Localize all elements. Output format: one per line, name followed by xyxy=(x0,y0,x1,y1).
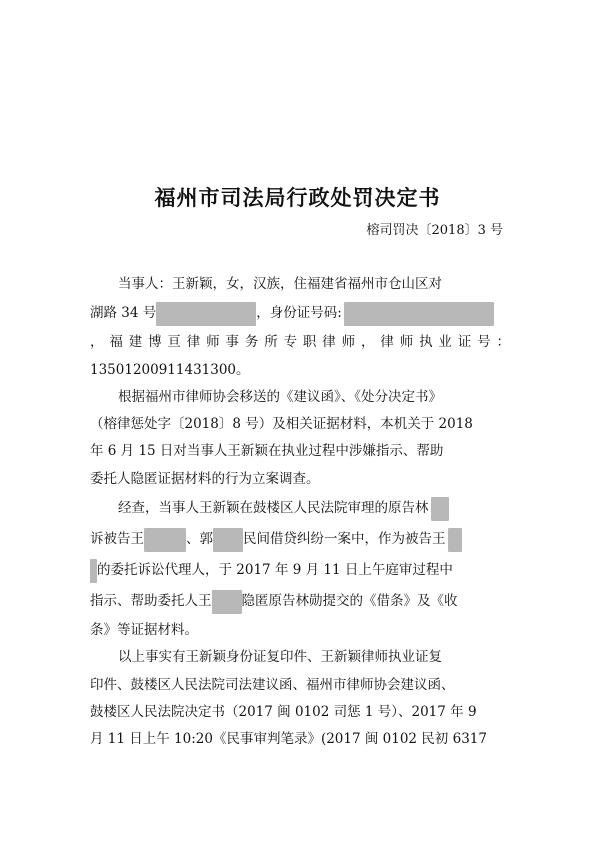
redaction-block xyxy=(448,528,462,552)
text-line: 当事人：王新颖，女，汉族，住福建省福州市仓山区对 xyxy=(118,276,442,292)
document-number: 榕司罚决〔2018〕3 号 xyxy=(366,223,503,238)
text-fragment: 湖路 34 号 xyxy=(90,305,157,322)
text-line xyxy=(90,524,510,555)
document-title: 福州市司法局行政处罚决定书 xyxy=(154,185,441,210)
text-line: 以上事实有王新颖身份证复印件、王新颖律师执业证复 xyxy=(118,649,442,666)
redaction-block xyxy=(144,528,186,552)
redaction-block xyxy=(344,302,494,326)
text-line xyxy=(90,586,510,617)
paragraph-party-info xyxy=(90,271,510,384)
paragraph-case-basis xyxy=(90,384,510,493)
text-line: 条》等证据材料。 xyxy=(90,622,198,639)
text-line: 年 6 月 15 日对当事人王新颖在执业过程中涉嫌指示、帮助 xyxy=(90,443,444,460)
redaction-block xyxy=(431,497,449,521)
text-fragment: 的委托诉讼代理人，于 2017 年 9 月 11 日上午庭审过程中 xyxy=(97,562,453,579)
redaction-block xyxy=(213,528,243,552)
text-line: 委托人隐匿证据材料的行为立案调查。 xyxy=(90,470,320,487)
text-fragment: 指示、帮助委托人王 xyxy=(90,593,212,610)
text-fragment: ，身份证号码: xyxy=(256,305,342,322)
text-fragment: 诉被告王 xyxy=(90,531,144,548)
text-line: 印件、鼓楼区人民法院司法建议函、福州市律师协会建议函、 xyxy=(90,676,455,693)
text-line: 鼓楼区人民法院决定书（2017 闽 0102 司惩 1 号）、2017 年 9 xyxy=(90,703,477,720)
text-fragment: 隐匿原告林勋提交的《借条》及《收 xyxy=(241,593,458,610)
text-line xyxy=(90,298,510,329)
redaction-block xyxy=(90,559,97,583)
text-line: 13501200911431300。 xyxy=(90,361,250,378)
text-fragment: 民间借贷纠纷一案中，作为被告王 xyxy=(243,531,446,548)
text-line: 根据福州市律师协会移送的《建议函》、《处分决定书》 xyxy=(118,388,442,405)
text-line: （榕律惩处字〔2018〕8 号）及相关证据材料，本机关于 2018 xyxy=(90,416,473,433)
text-line: 月 11 日上午 10:20《民事审判笔录》(2017 闽 0102 民初 6317 xyxy=(90,731,487,748)
text-line: ，福建博亘律师事务所专职律师，律师执业证号： xyxy=(90,334,510,351)
paragraph-evidence xyxy=(90,644,510,753)
redaction-block xyxy=(212,590,242,614)
text-fragment: 经查，当事人王新颖在鼓楼区人民法院审理的原告林 xyxy=(118,500,429,517)
document-body xyxy=(90,271,510,754)
text-line xyxy=(90,555,510,586)
text-line xyxy=(90,493,510,524)
redaction-block xyxy=(156,302,256,326)
text-fragment: 、郭 xyxy=(186,531,213,548)
paragraph-findings xyxy=(90,493,510,644)
